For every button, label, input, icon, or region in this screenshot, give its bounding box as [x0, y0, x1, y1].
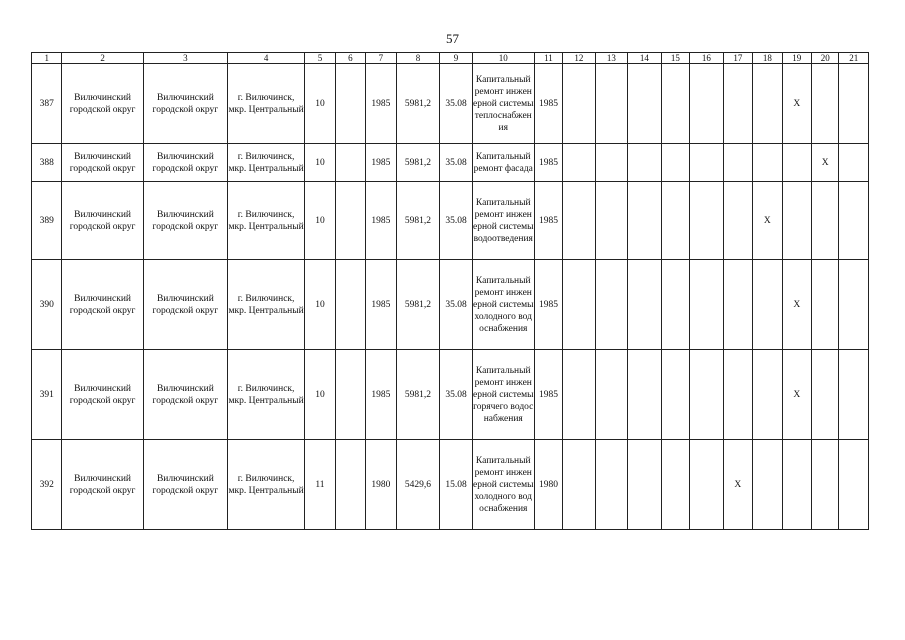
year-cell: 1985 [366, 64, 396, 144]
table-cell: 15.08 [440, 440, 473, 530]
year-cell: 1985 [534, 144, 562, 182]
mark-cell [753, 260, 782, 350]
mark-cell [839, 144, 869, 182]
table-row [32, 260, 869, 350]
year-cell: 1985 [366, 182, 396, 260]
work-type-cell: Капитальный ремонт инженерной системы холодного водоснабжения [472, 260, 534, 350]
mark-cell [628, 64, 662, 144]
mark-cell [595, 64, 628, 144]
table-cell: 10 [305, 260, 335, 350]
column-header: 20 [812, 53, 839, 64]
mark-cell [563, 64, 596, 144]
column-header: 21 [839, 53, 869, 64]
settlement-cell: Вилючинский городской округ [143, 182, 227, 260]
mark-cell [753, 350, 782, 440]
column-header: 15 [661, 53, 689, 64]
column-header: 5 [305, 53, 335, 64]
municipality-cell: Вилючинский городской округ [62, 64, 143, 144]
mark-cell [563, 182, 596, 260]
mark-cell [812, 440, 839, 530]
header-row [32, 53, 869, 64]
mark-cell [595, 260, 628, 350]
table-cell [335, 144, 365, 182]
table-row [32, 440, 869, 530]
settlement-cell: Вилючинский городской округ [143, 64, 227, 144]
table-cell [335, 260, 365, 350]
mark-cell [628, 440, 662, 530]
settlement-cell: Вилючинский городской округ [143, 260, 227, 350]
mark-cell [563, 440, 596, 530]
column-header: 6 [335, 53, 365, 64]
year-cell: 1980 [534, 440, 562, 530]
page-number: 57 [446, 31, 459, 46]
mark-cell [563, 350, 596, 440]
address-cell: г. Вилючинск, мкр. Центральный [228, 440, 305, 530]
work-type-cell: Капитальный ремонт инженерной системы водоотведения [472, 182, 534, 260]
column-header: 1 [32, 53, 62, 64]
settlement-cell: Вилючинский городской округ [143, 144, 227, 182]
mark-cell [690, 144, 724, 182]
table-cell: 35.08 [440, 144, 473, 182]
mark-cell: Х [723, 440, 752, 530]
year-cell: 1985 [534, 182, 562, 260]
address-cell: г. Вилючинск, мкр. Центральный [228, 260, 305, 350]
work-type-cell: Капитальный ремонт инженерной системы теплоснабжения [472, 64, 534, 144]
mark-cell [661, 350, 689, 440]
municipality-cell: Вилючинский городской округ [62, 440, 143, 530]
mark-cell [595, 350, 628, 440]
municipality-cell: Вилючинский городской округ [62, 144, 143, 182]
address-cell: г. Вилючинск, мкр. Центральный [228, 64, 305, 144]
row-number: 387 [32, 64, 62, 144]
area-cell: 5429,6 [396, 440, 440, 530]
column-header: 3 [143, 53, 227, 64]
column-header: 8 [396, 53, 440, 64]
mark-cell [661, 260, 689, 350]
municipality-cell: Вилючинский городской округ [62, 260, 143, 350]
area-cell: 5981,2 [396, 182, 440, 260]
column-header: 12 [563, 53, 596, 64]
year-cell: 1985 [534, 64, 562, 144]
mark-cell [839, 64, 869, 144]
municipality-cell: Вилючинский городской округ [62, 182, 143, 260]
mark-cell [595, 440, 628, 530]
address-cell: г. Вилючинск, мкр. Центральный [228, 182, 305, 260]
row-number: 389 [32, 182, 62, 260]
mark-cell [628, 350, 662, 440]
row-number: 391 [32, 350, 62, 440]
table-row [32, 350, 869, 440]
mark-cell [723, 182, 752, 260]
column-header: 13 [595, 53, 628, 64]
column-header: 9 [440, 53, 473, 64]
mark-cell [812, 350, 839, 440]
mark-cell: Х [782, 350, 811, 440]
mark-cell [839, 182, 869, 260]
mark-cell [753, 440, 782, 530]
table-cell: 10 [305, 64, 335, 144]
table-cell: 11 [305, 440, 335, 530]
table-cell: 10 [305, 350, 335, 440]
area-cell: 5981,2 [396, 144, 440, 182]
mark-cell [628, 144, 662, 182]
work-type-cell: Капитальный ремонт инженерной системы горячего водоснабжения [472, 350, 534, 440]
mark-cell: Х [812, 144, 839, 182]
settlement-cell: Вилючинский городской округ [143, 440, 227, 530]
row-number: 392 [32, 440, 62, 530]
year-cell: 1985 [366, 350, 396, 440]
mark-cell [595, 182, 628, 260]
mark-cell [839, 260, 869, 350]
area-cell: 5981,2 [396, 260, 440, 350]
mark-cell [563, 260, 596, 350]
column-header: 18 [753, 53, 782, 64]
table-cell: 35.08 [440, 182, 473, 260]
year-cell: 1980 [366, 440, 396, 530]
address-cell: г. Вилючинск, мкр. Центральный [228, 350, 305, 440]
column-header: 17 [723, 53, 752, 64]
mark-cell [782, 144, 811, 182]
mark-cell [753, 64, 782, 144]
mark-cell [661, 64, 689, 144]
area-cell: 5981,2 [396, 350, 440, 440]
year-cell: 1985 [534, 350, 562, 440]
mark-cell [628, 260, 662, 350]
municipality-cell: Вилючинский городской округ [62, 350, 143, 440]
mark-cell [661, 182, 689, 260]
mark-cell [723, 260, 752, 350]
column-header: 10 [472, 53, 534, 64]
mark-cell [753, 144, 782, 182]
year-cell: 1985 [366, 260, 396, 350]
table-row [32, 144, 869, 182]
mark-cell [690, 350, 724, 440]
mark-cell [723, 64, 752, 144]
mark-cell [595, 144, 628, 182]
address-cell: г. Вилючинск, мкр. Центральный [228, 144, 305, 182]
mark-cell [723, 144, 752, 182]
mark-cell [690, 182, 724, 260]
column-header: 4 [228, 53, 305, 64]
year-cell: 1985 [534, 260, 562, 350]
work-type-cell: Капитальный ремонт инженерной системы холодного водоснабжения [472, 440, 534, 530]
table-row [32, 182, 869, 260]
mark-cell [661, 144, 689, 182]
row-number: 388 [32, 144, 62, 182]
table-cell [335, 350, 365, 440]
mark-cell [839, 350, 869, 440]
mark-cell: Х [753, 182, 782, 260]
table-cell: 10 [305, 182, 335, 260]
table-cell [335, 440, 365, 530]
mark-cell [661, 440, 689, 530]
column-header: 16 [690, 53, 724, 64]
column-header: 7 [366, 53, 396, 64]
table-cell: 35.08 [440, 64, 473, 144]
column-header: 14 [628, 53, 662, 64]
column-header: 2 [62, 53, 143, 64]
mark-cell [563, 144, 596, 182]
mark-cell [839, 440, 869, 530]
mark-cell [782, 182, 811, 260]
table-cell [335, 64, 365, 144]
table-cell [335, 182, 365, 260]
column-header: 11 [534, 53, 562, 64]
mark-cell [723, 350, 752, 440]
year-cell: 1985 [366, 144, 396, 182]
table-cell: 35.08 [440, 260, 473, 350]
mark-cell [628, 182, 662, 260]
table-cell: 10 [305, 144, 335, 182]
column-header: 19 [782, 53, 811, 64]
table-cell: 35.08 [440, 350, 473, 440]
register-table [31, 52, 869, 530]
mark-cell [690, 64, 724, 144]
mark-cell [812, 64, 839, 144]
area-cell: 5981,2 [396, 64, 440, 144]
mark-cell [812, 260, 839, 350]
mark-cell [690, 260, 724, 350]
mark-cell: Х [782, 64, 811, 144]
mark-cell [782, 440, 811, 530]
row-number: 390 [32, 260, 62, 350]
mark-cell [812, 182, 839, 260]
settlement-cell: Вилючинский городской округ [143, 350, 227, 440]
mark-cell: Х [782, 260, 811, 350]
mark-cell [690, 440, 724, 530]
work-type-cell: Капитальный ремонт фасада [472, 144, 534, 182]
table-row [32, 64, 869, 144]
